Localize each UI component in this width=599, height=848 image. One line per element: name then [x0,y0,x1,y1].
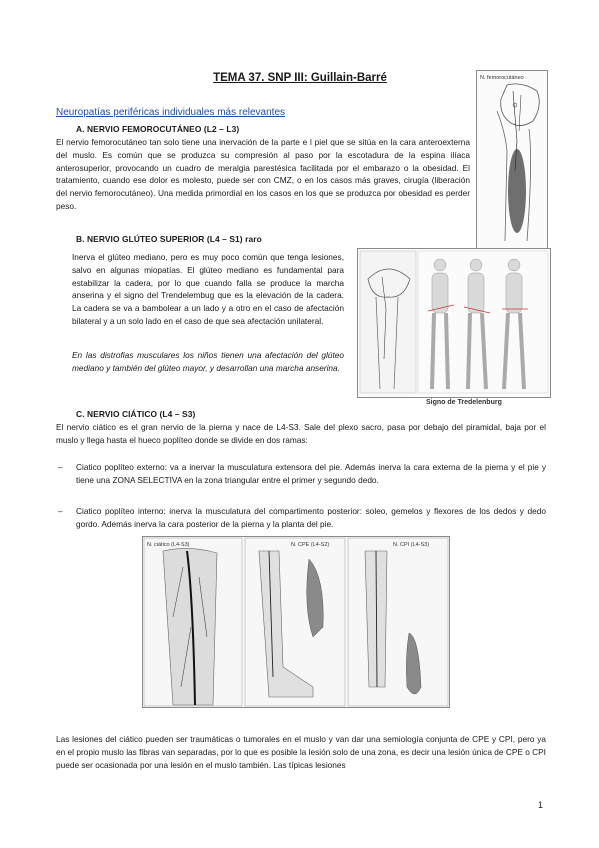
cpe-label: N. CPE (L4-S2) [291,542,330,548]
bullet-dash: – [58,462,63,472]
bullet-dash: – [58,506,63,516]
bullet-cpi-text: Ciatico poplíteo interno: inerva la musculatura del compartimento posterior: soleo, gemelos y flexores de los dedos y dedo gordo. Además inerva la cara posterior de la pierna y la planta del pie. [76,506,546,529]
section-title-link[interactable]: Neuropatías periféricas individuales más relevantes [56,107,286,118]
heading-gluteo-superior: B. NERVIO GLÚTEO SUPERIOR (L4 – S1) raro [76,234,262,244]
heading-femorocutaneo: A. NERVIO FEMOROCUTÁNEO (L2 – L3) [76,124,240,134]
sciatic-nerve-figure [142,536,450,708]
page-title: TEMA 37. SNP III: Guillain-Barré [213,72,387,84]
bullet-cpe [58,461,546,487]
trendelenburg-caption: Signo de Tredelenburg [426,399,502,406]
paragraph-femorocutaneo: El nervio femorocutáneo tan solo tiene una inervación de la parte e l piel que se sitúa en la cara anteroexterna del muslo. Es común que se produzca su compresión al paso por la escotadura de la espina ilíaca anterosuperior, provocando un cuadro de meralgia parestésica facilitada por el embarazo o la obesidad. El tratamiento, cuando ese dolor es molesto, puede ser con CMZ, o en los casos más graves, cirugía (liberación del nervio femorocutáneo). Una medida primordial en los casos en los que se produzca por obesidad es perder peso. [56,137,470,211]
paragraph-lesiones-ciatico: Las lesiones del ciático pueden ser traumáticas o tumorales en el muslo y van dar una semiología conjunta de CPE y CPI, pero ya en el propio muslo las fibras van separadas, por lo que es posible la lesión solo de una zona, es decir una lesión única de CPE o CPI puede ser ocasionada por una lesión en el muslo también. Las típicas lesiones [56,734,546,770]
paragraph-ciatico: El nervio ciático es el gran nervio de la pierna y nace de L4-S3. Sale del plexo sacro, pasa por debajo del piramidal, baja por el muslo y llega hasta el hueco poplíteo donde se divide en dos ramas: [56,422,546,445]
femorocutaneous-figure-label: N. femorocutáneo [480,75,524,81]
femorocutaneous-nerve-figure [476,70,548,250]
trendelenburg-figure [357,248,551,398]
paragraph-gluteo-superior: Inerva el glúteo mediano, pero es muy poco común que tenga lesiones, salvo en algunas miopatías. El glúteo mediano es fundamental para estabilizar la cadera, por lo que cuando falla se produce la marcha anserina y el signo del Trendelembug que es la elevación de la cadera. La cadera se va a bambolear a un lado y a otro en el caso de afectación bilateral y a un solo lado en el caso de que sea afectación unilateral. [72,252,344,326]
cpi-label: N. CPI (L4-S3) [393,542,430,548]
heading-ciatico: C. NERVIO CIÁTICO (L4 – S3) [76,409,196,419]
bullet-cpe-text: Ciatico poplíteo externo: va a inervar la musculatura extensora del pie. Además inerva la cara externa de la pierna y el pie y tiene una ZONA SELECTIVA en la zona triangular entre el primer y segundo dedo. [76,462,546,485]
sciatic-label: N. ciático (L4-S3) [147,542,190,548]
page-number: 1 [538,800,544,810]
paragraph-distrofias-italic: En las distrofias musculares los niños tienen una afectación del glúteo mediano y también del glúteo mayor, y desarrollan una marcha anserina. [72,350,344,373]
bullet-cpi [58,505,546,531]
